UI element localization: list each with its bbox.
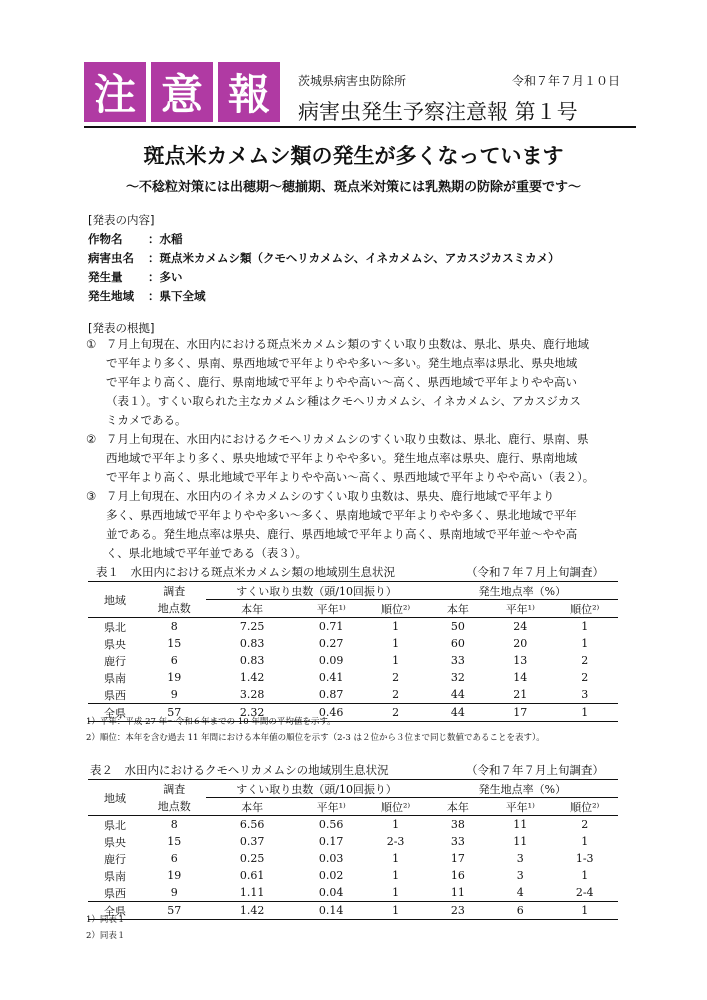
table-cell: 3 (516, 852, 524, 865)
header-count-group: すくい取り虫数（頭/10回振り） (206, 582, 426, 600)
table-cell: 1.42 (239, 671, 265, 684)
table-cell: 1 (392, 620, 400, 633)
info-value: 多い (159, 270, 183, 284)
table-cell: 0.83 (239, 654, 265, 667)
paragraph-line: （表１）。すくい取られた主なカメムシ種はクモヘリカメムシ、イネカメムシ、アカスジカス (106, 394, 581, 408)
info-key: 発生量 (88, 270, 123, 284)
table-cell: 1 (392, 637, 400, 650)
table-cell: 50 (450, 620, 465, 633)
table-cell: 1 (392, 869, 400, 882)
table-cell: 3 (516, 869, 524, 882)
table-cell: 県南 (104, 869, 127, 883)
table-cell: 8 (170, 620, 178, 633)
table-cell: 0.37 (239, 835, 265, 848)
table-cell: 1-3 (575, 852, 594, 865)
paragraph-line: ７月上旬現在、水田内のイネカメムシのすくい取り虫数は、県央、鹿行地域で平年より (106, 489, 555, 503)
table-cell: 9 (170, 688, 178, 701)
table-subheader-row (88, 798, 618, 816)
table-row (88, 652, 618, 669)
table-cell: 2-4 (575, 886, 594, 899)
table-cell: 11 (513, 835, 528, 848)
table-header-row (88, 582, 618, 600)
paragraph-line: で平年より多く、県南、県西地域で平年よりやや多い～多い。発生地点率は県北、県央地域 (106, 356, 578, 370)
table-cell: 県西 (104, 688, 127, 702)
table-cell: 1 (581, 620, 589, 633)
table-cell: 33 (450, 654, 465, 667)
table-cell: 0.25 (239, 852, 265, 865)
info-row-area: 発生地域 ：県下全域 (88, 289, 206, 303)
table-cell: 0.03 (318, 852, 344, 865)
table1-note-2: 2）順位：本年を含む過去 11 年間における本年値の順位を示す（2-3 は２位から３位まで同じ数値であることを表す）。 (86, 733, 545, 743)
header-col: 本年 (427, 798, 489, 816)
table-cell: 1 (581, 835, 589, 848)
table-cell: 19 (167, 869, 182, 882)
header-region: 地域 (88, 780, 142, 816)
table-cell: 鹿行 (104, 852, 127, 866)
table-cell: 1 (392, 852, 400, 865)
paragraph-line: 多く、県西地域で平年よりやや多い～多く、県南地域で平年よりやや多く、県北地域で平年 (106, 508, 577, 522)
table-cell: 2 (392, 688, 400, 701)
header-col: 平年¹⁾ (489, 600, 551, 618)
table1 (88, 581, 618, 722)
table-row (88, 884, 618, 902)
table-cell: 0.04 (318, 886, 344, 899)
basis-paragraph-3 (86, 487, 636, 563)
section-heading-content: [発表の内容] (88, 213, 155, 227)
table-row (88, 833, 618, 850)
table-cell: 2 (581, 818, 589, 831)
header-col: 本年 (206, 798, 297, 816)
header-col: 順位²⁾ (364, 600, 426, 618)
alert-logo (84, 62, 280, 122)
table-subheader-row (88, 600, 618, 618)
table-cell: 1 (392, 654, 400, 667)
table-row (88, 816, 618, 834)
table-cell: 8 (170, 818, 178, 831)
paragraph-number: ② (86, 432, 97, 446)
info-row-crop: 作物名 ：水稲 (88, 232, 183, 246)
table-row (88, 635, 618, 652)
bulletin-title: 病害虫発生予察注意報 第１号 (298, 100, 578, 124)
table-cell: 57 (142, 704, 206, 722)
table-cell: 7.25 (239, 620, 265, 633)
table-cell: 24 (513, 620, 528, 633)
table-cell: 全県 (88, 902, 142, 920)
table-cell: 1 (551, 704, 618, 722)
logo-char-2: 意 (151, 62, 213, 122)
table-cell: 0.41 (318, 671, 344, 684)
table-cell: 0.87 (318, 688, 344, 701)
info-value: 水稲 (159, 232, 183, 246)
header-rule (84, 126, 636, 128)
table-cell: 0.02 (318, 869, 344, 882)
table-cell: 県西 (104, 886, 127, 900)
table-cell: 0.71 (318, 620, 344, 633)
header-col: 平年¹⁾ (298, 798, 365, 816)
header-col: 本年 (206, 600, 297, 618)
table-cell: 県央 (104, 835, 127, 849)
table-cell: 1 (581, 869, 589, 882)
table-cell: 9 (170, 886, 178, 899)
table-cell: 6 (489, 902, 551, 920)
table-cell: 15 (167, 835, 182, 848)
table-cell: 13 (513, 654, 528, 667)
table-cell: 1 (392, 818, 400, 831)
paragraph-line: で平年より高く、県北地域で平年よりやや高い～高く、県西地域で平年よりやや高い（表２）。 (106, 470, 595, 484)
table-cell: 0.83 (239, 637, 265, 650)
info-key: 病害虫名 (88, 251, 134, 265)
info-row-pest: 病害虫名 ：斑点米カメムシ類（クモヘリカメムシ、イネカメムシ、アカスジカスミカメ） (88, 251, 560, 265)
table-cell: 2 (581, 654, 589, 667)
table-row (88, 669, 618, 686)
paragraph-line: ７月上旬現在、水田内における斑点米カメムシ類のすくい取り虫数は、県北、県央、鹿行地域 (106, 337, 589, 351)
table-cell: 1 (392, 886, 400, 899)
info-value: 斑点米カメムシ類（クモヘリカメムシ、イネカメムシ、アカスジカスミカメ） (159, 251, 560, 265)
paragraph-line: 並である。発生地点率は県央、鹿行、県西地域で平年より高く、県南地域で平年並～やや高 (106, 527, 578, 541)
table-cell: 1 (581, 637, 589, 650)
table-cell: 1.11 (239, 886, 265, 899)
table-cell: 全県 (88, 704, 142, 722)
header-survey-bottom: 地点数 (142, 798, 206, 816)
table-cell: 11 (513, 818, 528, 831)
table-cell: 33 (450, 835, 465, 848)
paragraph-line: ミカメである。 (106, 413, 187, 427)
table2-caption: 表２ 水田内におけるクモヘリカメムシの地域別生息状況 (90, 763, 389, 777)
table-cell: 44 (450, 688, 465, 701)
section-heading-basis: [発表の根拠] (88, 321, 155, 335)
table-cell: 3 (581, 688, 589, 701)
table-cell: 2-3 (386, 835, 405, 848)
header-survey-top: 調査 (142, 582, 206, 600)
table2-note-1: 1）同表１ (86, 915, 126, 925)
table-cell: 2 (392, 671, 400, 684)
paragraph-number: ③ (86, 489, 97, 503)
table-cell: 県央 (104, 637, 127, 651)
table1-caption: 表１ 水田内における斑点米カメムシ類の地域別生息状況 (96, 565, 395, 579)
table-cell: 11 (450, 886, 465, 899)
table-cell: 1 (551, 902, 618, 920)
table1-survey-period: （令和７年７月上旬調査） (466, 565, 604, 579)
table-cell: 23 (427, 902, 489, 920)
table-cell: 2 (581, 671, 589, 684)
paragraph-line: く、県北地域で平年並である（表３）。 (106, 546, 308, 560)
header-col: 本年 (427, 600, 489, 618)
table-cell: 1.42 (206, 902, 297, 920)
paragraph-line: で平年より高く、鹿行、県南地域で平年よりやや高い～高く、県西地域で平年よりやや高い (106, 375, 578, 389)
table-cell: 鹿行 (104, 654, 127, 668)
table2 (88, 779, 618, 920)
table-cell: 20 (513, 637, 528, 650)
headline: 斑点米カメムシ類の発生が多くなっています (143, 144, 564, 168)
basis-paragraph-2 (86, 430, 636, 487)
table-cell: 0.27 (318, 637, 344, 650)
table-cell: 県北 (104, 620, 127, 634)
table-row (88, 850, 618, 867)
agency-name: 茨城県病害虫防除所 (298, 74, 407, 88)
table-cell: 6.56 (239, 818, 265, 831)
table-header-row (88, 780, 618, 798)
paragraph-line: ７月上旬現在、水田内におけるクモヘリカメムシのすくい取り虫数は、県北、鹿行、県南、県 (106, 432, 589, 446)
table-total-row (88, 902, 618, 920)
table-cell: 2 (364, 704, 426, 722)
header-rate-group: 発生地点率（%） (427, 780, 618, 798)
table-cell: 21 (513, 688, 528, 701)
table-cell: 0.17 (318, 835, 344, 848)
table-cell: 17 (489, 704, 551, 722)
header-col: 平年¹⁾ (489, 798, 551, 816)
table-cell: 県北 (104, 818, 127, 832)
table-cell: 0.61 (239, 869, 265, 882)
info-row-amount: 発生量 ：多い (88, 270, 183, 284)
table-cell: 0.14 (298, 902, 365, 920)
paragraph-number: ① (86, 337, 97, 351)
table-cell: 3.28 (239, 688, 265, 701)
table-cell: 17 (450, 852, 465, 865)
header-region: 地域 (88, 582, 142, 618)
basis-paragraph-1 (86, 335, 636, 430)
paragraph-line: 西地域で平年より多く、県央地域で平年よりやや多い。発生地点率は県央、鹿行、県南地域 (106, 451, 578, 465)
table-cell: 2.32 (206, 704, 297, 722)
table2-note-2: 2）同表１ (86, 931, 126, 941)
table2-survey-period: （令和７年７月上旬調査） (466, 763, 604, 777)
table-cell: 6 (170, 654, 178, 667)
info-key: 作物名 (88, 232, 123, 246)
table-cell: 4 (516, 886, 524, 899)
table-cell: 38 (450, 818, 465, 831)
table-cell: 15 (167, 637, 182, 650)
table-cell: 0.46 (298, 704, 365, 722)
tagline: ～不稔粒対策には出穂期～穂揃期、斑点米対策には乳熟期の防除が重要です～ (125, 180, 581, 195)
table-cell: 44 (427, 704, 489, 722)
table-cell: 16 (450, 869, 465, 882)
info-key: 発生地域 (88, 289, 134, 303)
table-cell: 1 (364, 902, 426, 920)
issue-date: 令和７年７月１０日 (512, 74, 621, 88)
table-row (88, 618, 618, 636)
logo-char-1: 注 (84, 62, 146, 122)
header-col: 順位²⁾ (551, 798, 618, 816)
header-col: 順位²⁾ (551, 600, 618, 618)
table-cell: 32 (450, 671, 465, 684)
table-cell: 県南 (104, 671, 127, 685)
header-col: 平年¹⁾ (298, 600, 365, 618)
header-rate-group: 発生地点率（%） (427, 582, 618, 600)
table-cell: 0.56 (318, 818, 344, 831)
table-cell: 14 (513, 671, 528, 684)
info-value: 県下全域 (159, 289, 206, 303)
table-row (88, 686, 618, 704)
header-survey-bottom: 地点数 (142, 600, 206, 618)
table-cell: 6 (170, 852, 178, 865)
table-row (88, 867, 618, 884)
header-count-group: すくい取り虫数（頭/10回振り） (206, 780, 426, 798)
table-cell: 60 (450, 637, 465, 650)
table-cell: 0.09 (318, 654, 344, 667)
header-col: 順位²⁾ (364, 798, 426, 816)
header-survey-top: 調査 (142, 780, 206, 798)
table-cell: 19 (167, 671, 182, 684)
table1-note-1: 1）平年：平成 27 年～令和６年までの 10 年間の平均値を示す。 (86, 717, 336, 727)
logo-char-3: 報 (218, 62, 280, 122)
table-cell: 57 (142, 902, 206, 920)
